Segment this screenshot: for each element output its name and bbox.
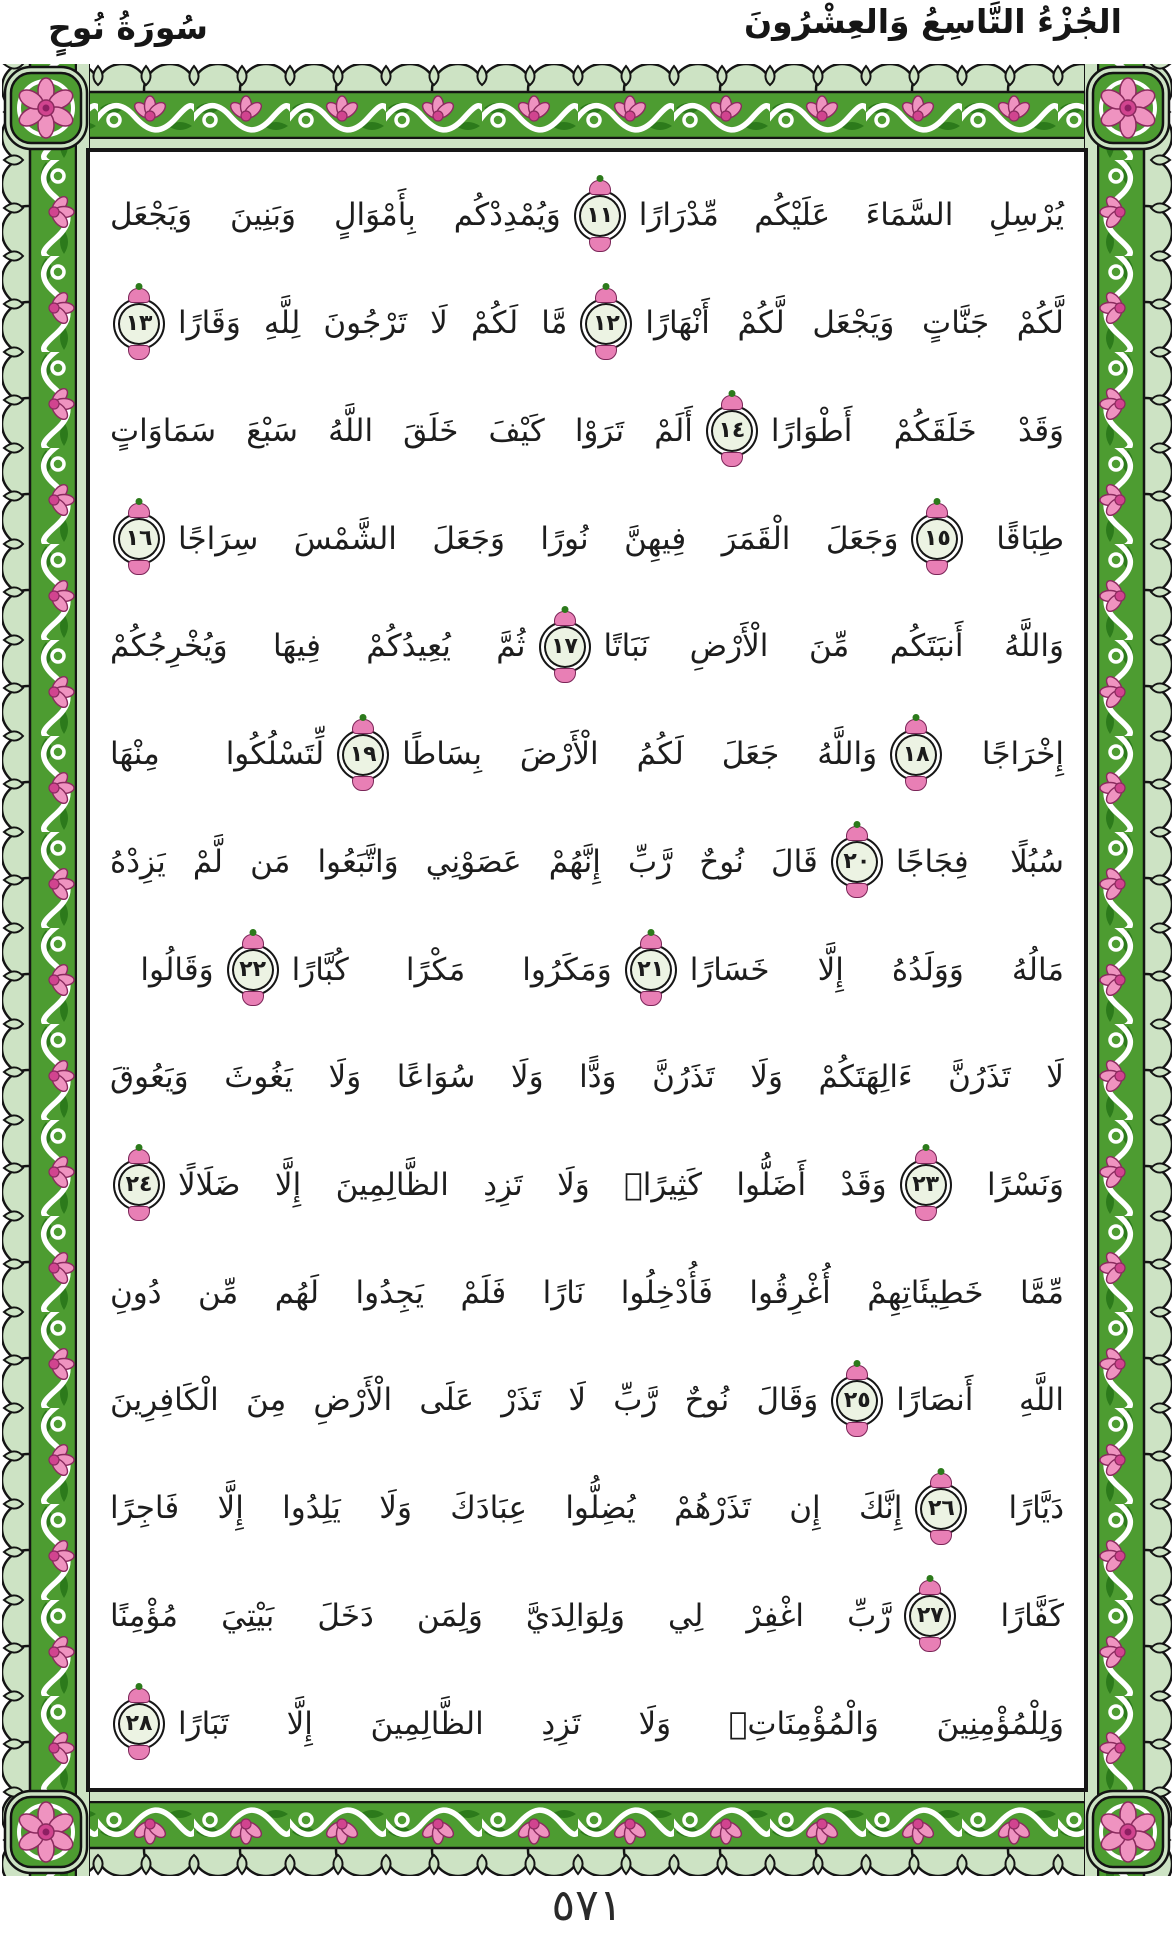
border-ornament-right (1084, 64, 1172, 1876)
ayah-text: لِّتَسْلُكُوا مِنْهَا (110, 736, 325, 773)
page-number: ٥٧١ (551, 1880, 623, 1931)
verse-number-badge (831, 836, 883, 888)
ayah-text: وَاللَّهُ أَنبَتَكُم مِّنَ الْأَرْضِ نَبَاتًا (603, 628, 1064, 665)
ayah-text: سُبُلًا فِجَاجًا (895, 843, 1064, 880)
quran-line (110, 377, 1064, 485)
corner-flower-icon (1084, 1788, 1172, 1876)
quran-line (110, 270, 1064, 378)
ayah-text: اللَّهِ أَنصَارًا (896, 1382, 1064, 1419)
ayah-text: وَقَالُوا (140, 951, 214, 988)
verse-number: ٢٧ (916, 1603, 944, 1629)
verse-number: ٢٨ (125, 1711, 153, 1737)
quran-line (110, 808, 1064, 916)
quran-line (110, 1670, 1064, 1778)
border-ornament-left (2, 64, 90, 1876)
ayah-text: إِخْرَاجًا (981, 736, 1064, 773)
verse-number: ٢٦ (927, 1495, 955, 1521)
verse-number-badge (831, 1375, 883, 1427)
verse-number: ١٦ (125, 526, 153, 552)
verse-number: ١٧ (551, 633, 578, 659)
ayah-text: وَقَدْ خَلَقَكُمْ أَطْوَارًا (770, 412, 1064, 449)
ayah-text: يُرْسِلِ السَّمَاءَ عَلَيْكُم مِّدْرَارًا (638, 197, 1064, 234)
border-ornament-top (2, 64, 1172, 152)
quran-line (110, 701, 1064, 809)
verse-number: ٢٠ (843, 849, 871, 875)
verse-number: ٢٢ (239, 957, 267, 982)
verse-number: ٢٣ (912, 1172, 940, 1198)
ayah-text: وَيُمْدِدْكُم بِأَمْوَالٍ وَبَنِينَ وَيَجْعَل (110, 197, 561, 234)
quran-line (110, 1239, 1064, 1347)
verse-number-badge (113, 513, 165, 565)
verse-number: ٢٤ (125, 1172, 153, 1198)
verse-number-badge (113, 298, 165, 350)
verse-number-badge (904, 1590, 956, 1642)
ayah-text: إِنَّكَ إِن تَذَرْهُمْ يُضِلُّوا عِبَادَكَ وَلَا يَلِدُوا إِلَّا فَاجِرًا (110, 1490, 903, 1527)
ayah-text: وَنَسْرًا (987, 1167, 1064, 1203)
quran-line (110, 1024, 1064, 1132)
ayah-text: وَلِلْمُؤْمِنِينَ وَالْمُؤْمِنَاتِۖ وَلَا تَزِدِ الظَّالِمِينَ إِلَّا تَبَارًا (178, 1705, 1064, 1742)
verse-number: ١٤ (718, 418, 746, 444)
verse-number: ١٨ (902, 741, 930, 767)
quran-line (110, 1347, 1064, 1455)
ayah-text: لَا تَذَرُنَّ ءَالِهَتَكُمْ وَلَا تَذَرُنَّ وَدًّا وَلَا سُوَاعًا وَلَا يَغُوثَ وَيَعُوقَ (110, 1059, 1064, 1096)
ayah-text: وَقَالَ نُوحٌ رَّبِّ لَا تَذَرْ عَلَى الْأَرْضِ مِنَ الْكَافِرِينَ (110, 1382, 819, 1419)
verse-number-badge (574, 190, 626, 242)
ayah-text: ثُمَّ يُعِيدُكُمْ فِيهَا وَيُخْرِجُكُمْ (110, 628, 526, 665)
verse-number-badge (706, 405, 758, 457)
corner-flower-icon (1084, 64, 1172, 152)
ayah-text: مِّمَّا خَطِيئَاتِهِمْ أُغْرِقُوا فَأُدْخِلُوا نَارًا فَلَمْ يَجِدُوا لَهُم مِّن دُونِ (110, 1274, 1064, 1311)
verse-number: ١٩ (349, 741, 377, 767)
verse-number-badge (580, 298, 632, 350)
verse-number: ٢٥ (843, 1387, 871, 1413)
verse-number: ١٣ (125, 310, 153, 336)
page-header (0, 0, 1174, 64)
ayah-text: لَّكُمْ جَنَّاتٍ وَيَجْعَل لَّكُمْ أَنْهَارًا (645, 305, 1064, 342)
ayah-text: قَالَ نُوحٌ رَّبِّ إِنَّهُمْ عَصَوْنِي وَاتَّبَعُوا مَن لَّمْ يَزِدْهُ (110, 843, 818, 880)
quran-line (110, 916, 1064, 1024)
verse-number: ١١ (586, 202, 614, 228)
ayah-text: وَمَكَرُوا مَكْرًا كُبَّارًا (291, 951, 612, 988)
verse-number-badge (915, 1483, 967, 1535)
verse-number: ١٢ (592, 310, 620, 336)
ayah-text: أَلَمْ تَرَوْا كَيْفَ خَلَقَ اللَّهُ سَبْعَ سَمَاوَاتٍ (110, 412, 693, 449)
verse-number: ١٥ (924, 526, 951, 552)
border-ornament-bottom (2, 1788, 1172, 1876)
verse-number-badge (900, 1159, 952, 1211)
quran-line (110, 162, 1064, 270)
ayah-text: مَّا لَكُمْ لَا تَرْجُونَ لِلَّهِ وَقَارًا (178, 305, 568, 342)
ayah-text: رَّبِّ اغْفِرْ لِي وَلِوَالِدَيَّ وَلِمَن دَخَلَ بَيْتِيَ مُؤْمِنًا (110, 1597, 892, 1634)
verse-number-badge (911, 513, 963, 565)
verse-number-badge (625, 944, 677, 996)
quran-line (110, 1563, 1064, 1671)
surah-label: سُورَةُ نُوحٍ (48, 8, 208, 47)
verse-number-badge (227, 944, 279, 996)
ayah-text: وَاللَّهُ جَعَلَ لَكُمُ الْأَرْضَ بِسَاطًا (402, 736, 878, 773)
verse-number-badge (113, 1159, 165, 1211)
quran-line (110, 485, 1064, 593)
verse-number-badge (113, 1698, 165, 1750)
ayah-text: طِبَاقًا (996, 520, 1064, 557)
verse-number: ٢١ (637, 957, 665, 982)
quran-lines (92, 154, 1082, 1786)
corner-flower-icon (2, 64, 90, 152)
ayah-text: وَجَعَلَ الْقَمَرَ فِيهِنَّ نُورًا وَجَعَلَ الشَّمْسَ سِرَاجًا (178, 520, 899, 557)
decorative-border-frame (2, 64, 1172, 1876)
juz-label: الجُزْءُ التَّاسِعُ وَالعِشْرُونَ (743, 2, 1122, 41)
verse-number-badge (539, 621, 591, 673)
ayah-text: مَالُهُ وَوَلَدُهُ إِلَّا خَسَارًا (689, 951, 1064, 988)
verse-number-badge (337, 729, 389, 781)
quran-line (110, 1455, 1064, 1563)
ayah-text: دَيَّارًا (1008, 1490, 1064, 1527)
verse-number-badge (890, 729, 942, 781)
ayah-text: وَقَدْ أَضَلُّوا كَثِيرًاۖ وَلَا تَزِدِ الظَّالِمِينَ إِلَّا ضَلَالًا (178, 1167, 887, 1203)
quran-line (110, 593, 1064, 701)
quran-line (110, 1132, 1064, 1240)
corner-flower-icon (2, 1788, 90, 1876)
ayah-text: كَفَّارًا (1000, 1597, 1064, 1634)
